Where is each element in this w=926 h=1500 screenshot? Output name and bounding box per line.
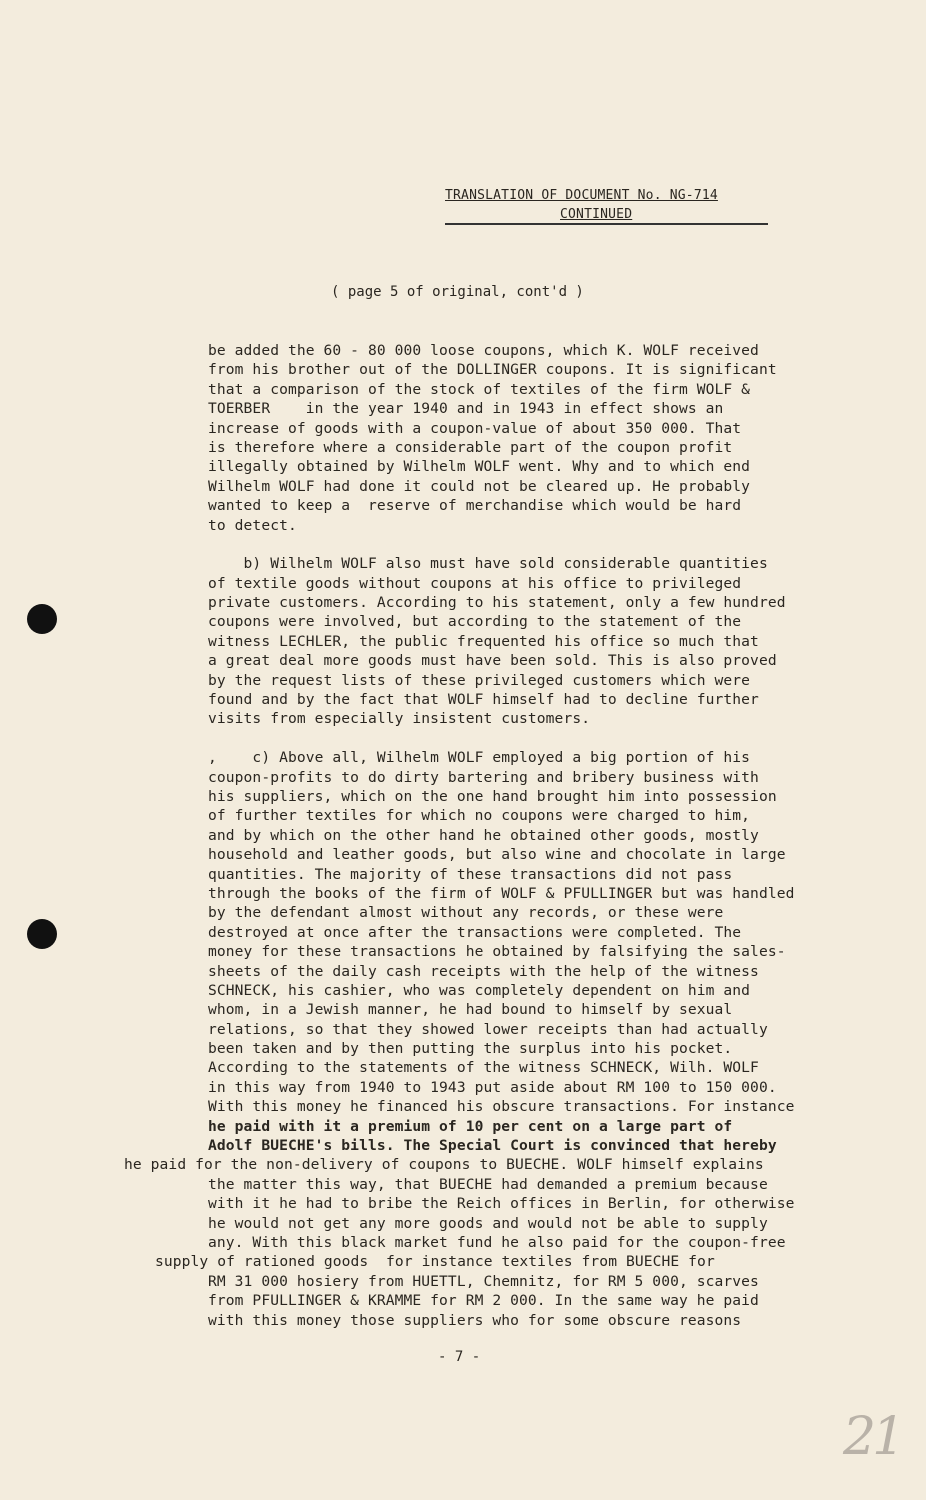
text-line: and by which on the other hand he obtained other goods, mostly: [208, 826, 759, 844]
document-header: [445, 186, 775, 224]
text-line: any. With this black market fund he also paid for the coupon-free: [208, 1233, 786, 1251]
text-line: illegally obtained by Wilhelm WOLF went. Why and to which end: [208, 458, 751, 476]
text-line: been taken and by then putting the surplus into his pocket.: [208, 1040, 733, 1058]
handwritten-page-number: 21: [843, 1407, 902, 1467]
text-line: that a comparison of the stock of textiles of the firm WOLF &: [208, 380, 751, 398]
text-line: of further textiles for which no coupons were charged to him,: [208, 807, 751, 825]
text-line: According to the statements of the witness SCHNECK, Wilh. WOLF: [208, 1059, 759, 1077]
text-line: b) Wilhelm WOLF also must have sold considerable quantities: [208, 555, 768, 573]
punch-hole-upper: [27, 604, 57, 634]
text-line: destroyed at once after the transactions were completed. The: [208, 923, 742, 941]
text-line: quantities. The majority of these transactions did not pass: [208, 865, 733, 883]
text-line: coupons were involved, but according to the statement of the: [208, 613, 742, 631]
text-line: is therefore where a considerable part of the coupon profit: [208, 438, 733, 456]
bold-line-2: Adolf BUECHE's bills. The Special Court is convinced that hereby: [208, 1137, 777, 1155]
text-line: a great deal more goods must have been sold. This is also proved: [208, 652, 777, 670]
outdent-line-1: he paid for the non-delivery of coupons to BUECHE. WOLF himself explains: [124, 1156, 764, 1174]
bold-line-1: he paid with it a premium of 10 per cent on a large part of: [208, 1117, 733, 1135]
paragraph-b: [208, 554, 848, 729]
text-line: wanted to keep a reserve of merchandise which would be hard: [208, 497, 742, 515]
paragraph-c-continued: [208, 1175, 848, 1253]
text-line: visits from especially insistent customers.: [208, 710, 591, 728]
text-line: TOERBER in the year 1940 and in 1943 in effect shows an: [208, 400, 724, 418]
text-line: witness LECHLER, the public frequented his office so much that: [208, 632, 759, 650]
text-line: private customers. According to his statement, only a few hundred: [208, 594, 786, 612]
text-line: in this way from 1940 to 1943 put aside about RM 100 to 150 000.: [208, 1078, 777, 1096]
page-number: - 7 -: [438, 1349, 481, 1365]
text-line: to detect.: [208, 516, 297, 534]
text-line: Wilhelm WOLF had done it could not be cleared up. He probably: [208, 477, 751, 495]
text-line: with it he had to bribe the Reich offices in Berlin, for otherwise: [208, 1195, 795, 1213]
paragraph-a: [208, 341, 848, 535]
outdent-line-2: supply of rationed goods for instance textiles from BUECHE for: [155, 1253, 715, 1271]
text-line: With this money he financed his obscure transactions. For instance: [208, 1098, 795, 1116]
text-line: with this money those suppliers who for some obscure reasons: [208, 1311, 742, 1329]
header-rule: [445, 223, 768, 225]
text-line: money for these transactions he obtained by falsifying the sales-: [208, 943, 786, 961]
text-line: through the books of the firm of WOLF & PFULLINGER but was handled: [208, 884, 795, 902]
text-line: SCHNECK, his cashier, who was completely dependent on him and: [208, 981, 751, 999]
paragraph-c: [208, 748, 848, 1116]
text-line: relations, so that they showed lower receipts than had actually: [208, 1020, 768, 1038]
text-line: the matter this way, that BUECHE had demanded a premium because: [208, 1175, 768, 1193]
header-title: TRANSLATION OF DOCUMENT No. NG-714: [445, 188, 718, 203]
text-line: RM 31 000 hosiery from HUETTL, Chemnitz, for RM 5 000, scarves: [208, 1272, 759, 1290]
text-line: coupon-profits to do dirty bartering and bribery business with: [208, 768, 759, 786]
paragraph-c-end: [208, 1272, 848, 1330]
text-line: sheets of the daily cash receipts with the help of the witness: [208, 962, 759, 980]
text-line: he would not get any more goods and would not be able to supply: [208, 1214, 768, 1232]
text-line: be added the 60 - 80 000 loose coupons, which K. WOLF received: [208, 342, 759, 359]
text-line: of textile goods without coupons at his office to privileged: [208, 574, 742, 592]
page-reference: ( page 5 of original, cont'd ): [331, 284, 584, 300]
text-line: from PFULLINGER & KRAMME for RM 2 000. In the same way he paid: [208, 1292, 759, 1310]
text-line: household and leather goods, but also wine and chocolate in large: [208, 846, 786, 864]
text-line: found and by the fact that WOLF himself had to decline further: [208, 691, 759, 709]
punch-hole-lower: [27, 919, 57, 949]
text-line: increase of goods with a coupon-value of about 350 000. That: [208, 419, 742, 437]
document-body: [124, 341, 848, 1330]
text-line: whom, in a Jewish manner, he had bound to himself by sexual: [208, 1001, 733, 1019]
text-line: his suppliers, which on the one hand brought him into possession: [208, 787, 777, 805]
text-line: , c) Above all, Wilhelm WOLF employed a big portion of his: [208, 749, 751, 767]
text-line: from his brother out of the DOLLINGER coupons. It is significant: [208, 361, 777, 379]
text-line: by the defendant almost without any records, or these were: [208, 904, 724, 922]
header-continued: CONTINUED: [560, 207, 633, 222]
text-line: by the request lists of these privileged customers which were: [208, 671, 751, 689]
